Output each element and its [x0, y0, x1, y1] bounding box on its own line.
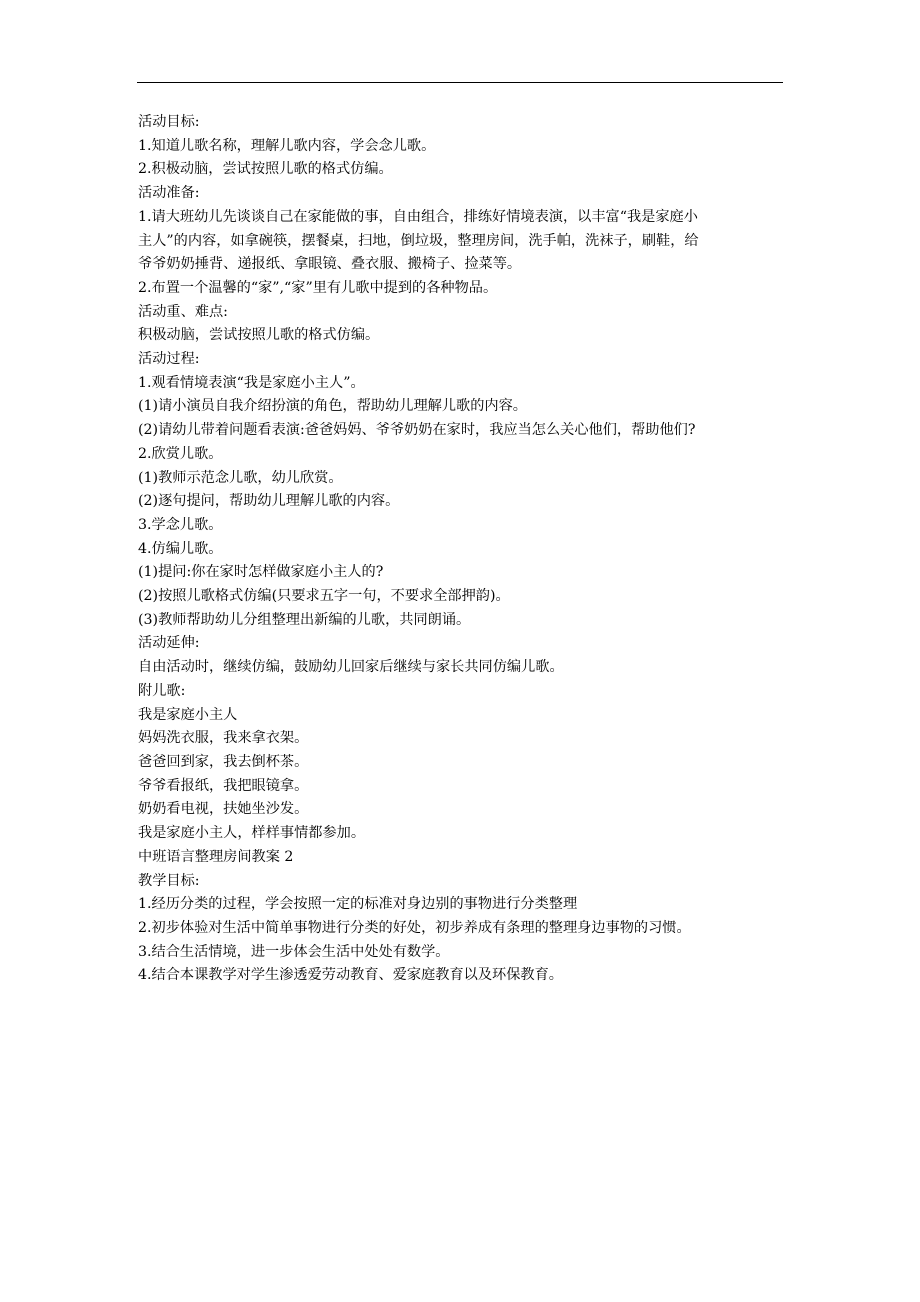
section-heading: 附儿歌: — [138, 682, 186, 699]
text-line: (1)教师示范念儿歌，幼儿欣赏。 — [138, 469, 343, 486]
text-line: 自由活动时，继续仿编，鼓励幼儿回家后继续与家长共同仿编儿歌。 — [138, 659, 564, 676]
poem-line: 奶奶看电视，扶她坐沙发。 — [138, 801, 309, 818]
section-heading: 活动准备: — [138, 185, 200, 202]
poem-title: 我是家庭小主人 — [138, 706, 238, 723]
poem-line: 爸爸回到家，我去倒杯茶。 — [138, 753, 309, 770]
poem-line: 我是家庭小主人，样样事情都参加。 — [138, 825, 366, 842]
section-heading: 活动重、难点: — [138, 303, 228, 320]
section-heading: 活动延伸: — [138, 635, 200, 652]
text-line: (2)按照儿歌格式仿编(只要求五字一句，不要求全部押韵)。 — [138, 588, 510, 605]
text-line: 积极动脑，尝试按照儿歌的格式仿编。 — [138, 327, 380, 344]
text-line: (1)提问:你在家时怎样做家庭小主人的? — [138, 564, 384, 581]
text-line: 1.观看情境表演“我是家庭小主人”。 — [138, 374, 365, 391]
text-line: 1.经历分类的过程，学会按照一定的标准对身边别的事物进行分类整理 — [138, 896, 578, 913]
section-heading: 活动过程: — [138, 351, 200, 368]
text-line: (2)请幼儿带着问题看表演:爸爸妈妈、爷爷奶奶在家时，我应当怎么关心他们，帮助他们? — [138, 422, 696, 439]
text-line: 3.结合生活情境，进一步体会生活中处处有数学。 — [138, 943, 450, 960]
text-line: 2.欣赏儿歌。 — [138, 445, 223, 462]
section-heading: 教学目标: — [138, 872, 200, 889]
section-heading: 活动目标: — [138, 114, 200, 130]
text-line: 主人”的内容，如拿碗筷，摆餐桌，扫地，倒垃圾，整理房间，洗手帕，洗袜子，刷鞋，给 — [138, 232, 699, 249]
text-line: 3.学念儿歌。 — [138, 516, 223, 533]
text-line: 1.知道儿歌名称，理解儿歌内容，学会念儿歌。 — [138, 137, 436, 154]
text-line: 2.积极动脑，尝试按照儿歌的格式仿编。 — [138, 161, 393, 178]
lesson-plan-title: 中班语言整理房间教案 2 — [138, 848, 294, 865]
document-body — [138, 111, 788, 988]
poem-line: 妈妈洗衣服，我来拿衣架。 — [138, 730, 309, 747]
text-line: (3)教师帮助幼儿分组整理出新编的儿歌，共同朗诵。 — [138, 611, 471, 628]
text-line: 2.初步体验对生活中简单事物进行分类的好处，初步养成有条理的整理身边事物的习惯。 — [138, 919, 691, 936]
text-line: 1.请大班幼儿先谈谈自己在家能做的事，自由组合，排练好情境表演，以丰富“我是家庭小 — [138, 208, 698, 225]
poem-line: 爷爷看报纸，我把眼镜拿。 — [138, 777, 309, 794]
text-line: (1)请小演员自我介绍扮演的角色，帮助幼儿理解儿歌的内容。 — [138, 398, 527, 415]
text-line: 4.结合本课教学对学生渗透爱劳动教育、爱家庭教育以及环保教育。 — [138, 967, 563, 984]
header-rule — [137, 82, 783, 83]
text-line: 2.布置一个温馨的“家”,“家”里有儿歌中提到的各种物品。 — [138, 279, 498, 296]
text-line: 爷爷奶奶捶背、递报纸、拿眼镜、叠衣服、搬椅子、捡菜等。 — [138, 256, 522, 273]
text-line: 4.仿编儿歌。 — [138, 540, 223, 557]
text-line: (2)逐句提问，帮助幼儿理解儿歌的内容。 — [138, 493, 400, 510]
